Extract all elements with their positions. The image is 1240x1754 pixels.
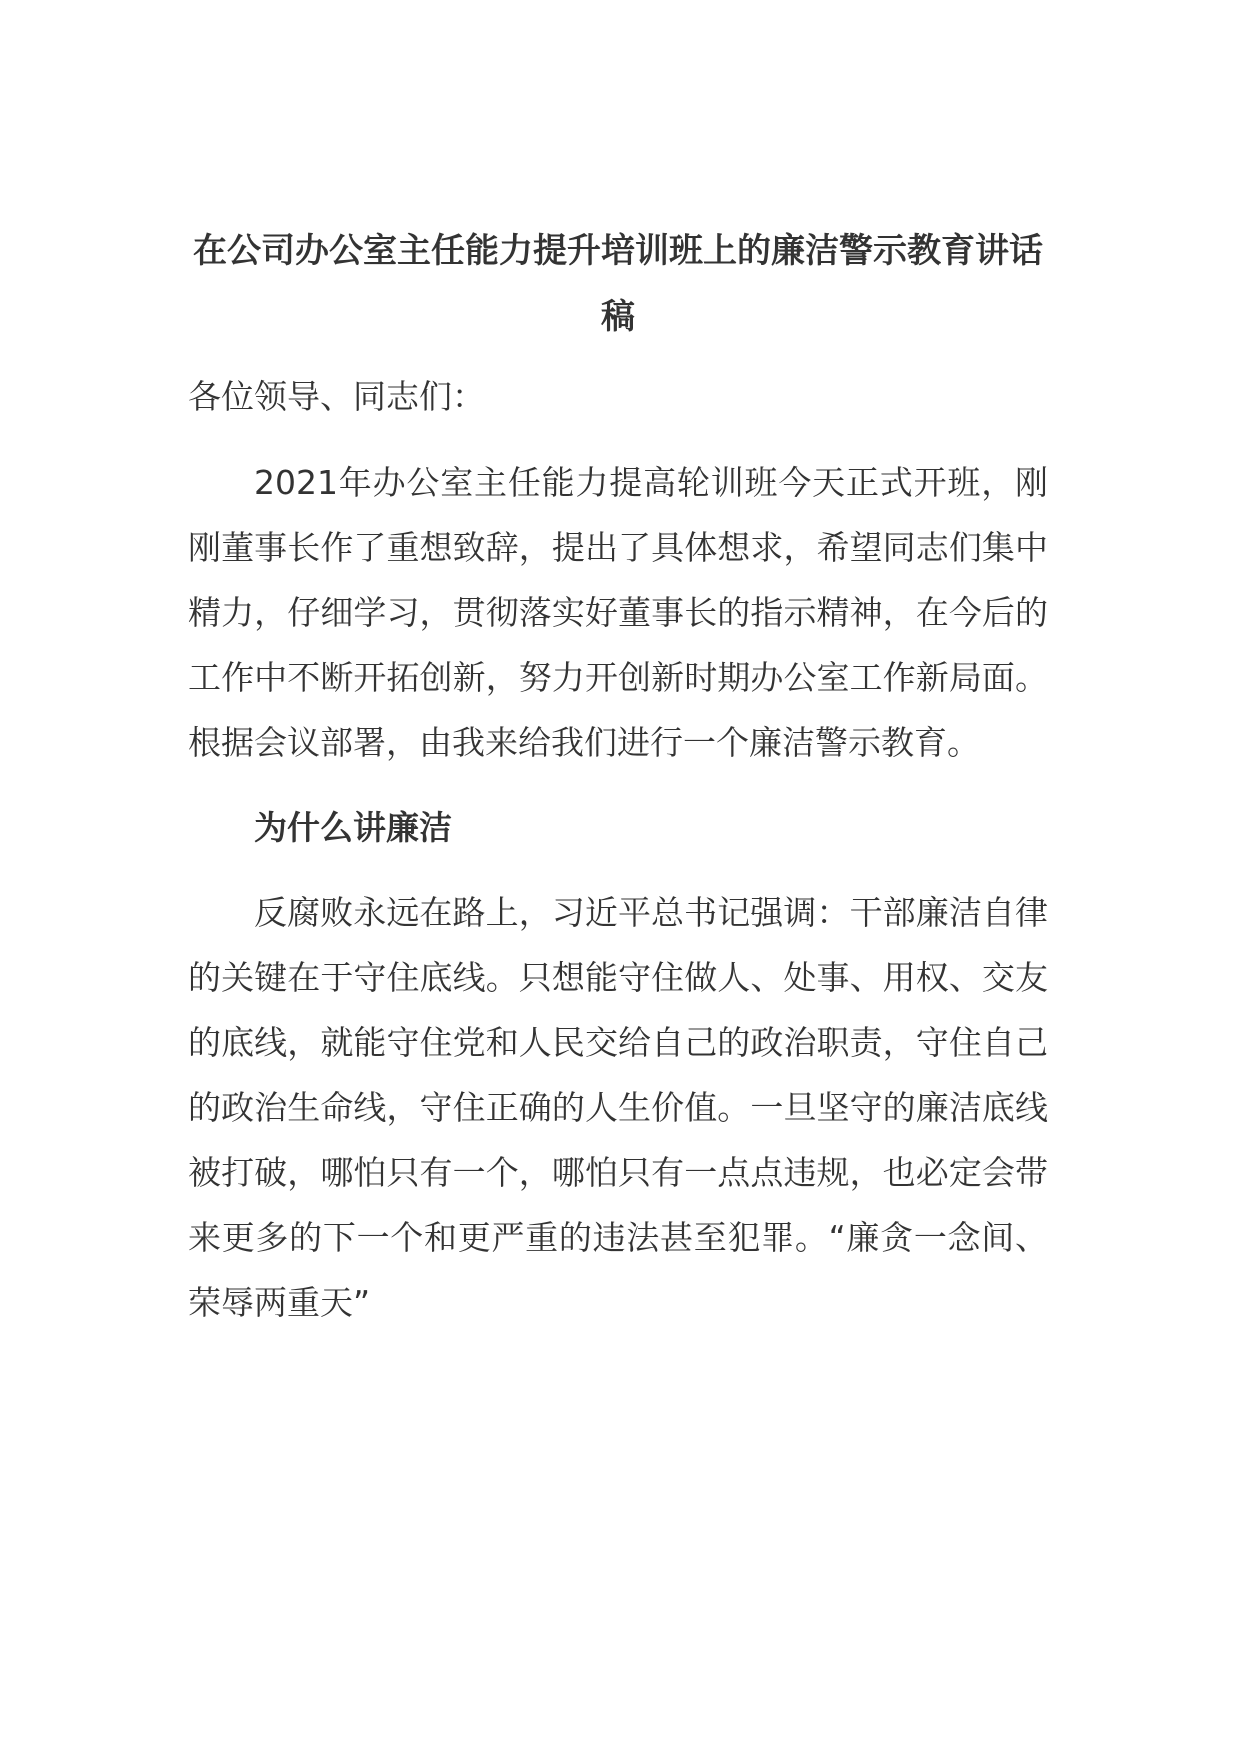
intro-paragraph: 2021年办公室主任能力提高轮训班今天正式开班，刚刚董事长作了重想致辞，提出了具体想求，希望同志们集中精力，仔细学习，贯彻落实好董事长的指示精神，在今后的工作中不断开拓创新，努力开创新时期办公室工作新局面。根据会议部署，由我来给我们进行一个廉洁警示教育。	[188, 463, 1048, 762]
document-title: 在公司办公室主任能力提升培训班上的廉洁警示教育讲话稿	[193, 231, 1043, 337]
section-heading: 为什么讲廉洁	[254, 808, 452, 847]
section-paragraph: 反腐败永远在路上，习近平总书记强调：干部廉洁自律的关键在于守住底线。只想能守住做人、处事、用权、交友的底线，就能守住党和人民交给自己的政治职责，守住自己的政治生命线，守住正确的人生价值。一旦坚守的廉洁底线被打破，哪怕只有一个，哪怕只有一点点违规，也必定会带来更多的下一个和更严重的违法甚至犯罪。“廉贪一念间、荣辱两重天”	[188, 893, 1048, 1322]
salutation: 各位领导、同志们：	[188, 377, 485, 416]
document-body	[188, 218, 1048, 1335]
